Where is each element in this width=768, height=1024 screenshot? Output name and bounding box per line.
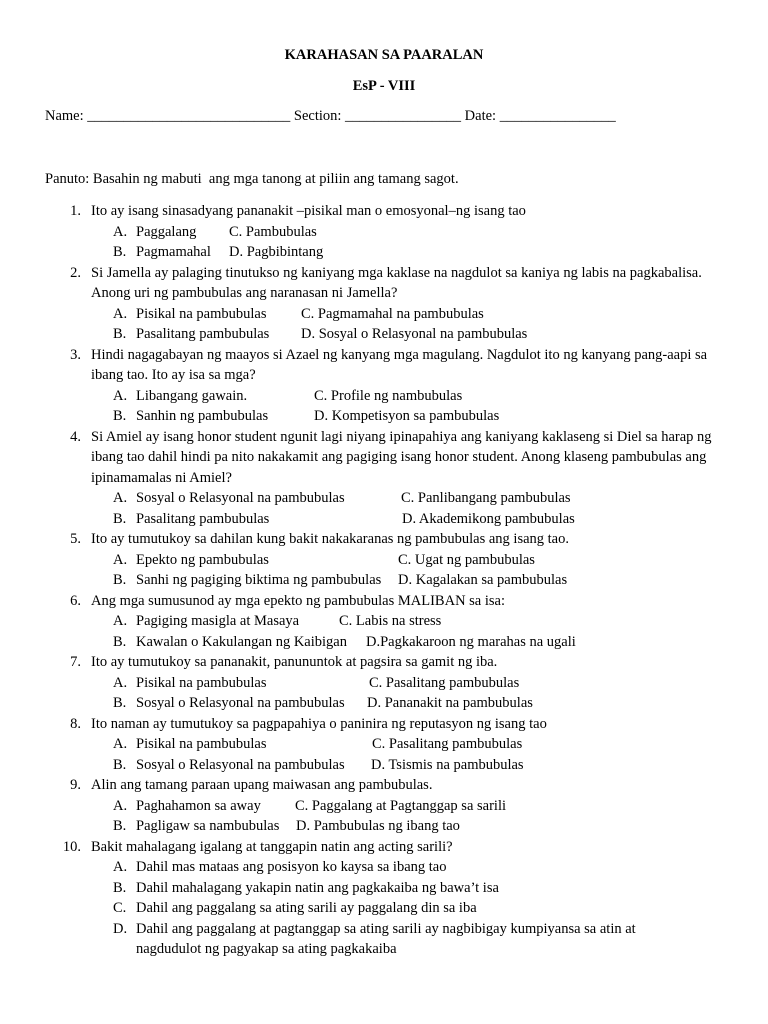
choice-row xyxy=(0,611,768,632)
question-text: Ito naman ay tumutukoy sa pagpapahiya o paninira ng reputasyon ng isang tao xyxy=(91,715,547,732)
question-text: Ito ay tumutukoy sa dahilan kung bakit nakakaranas ng pambubulas ang isang tao. xyxy=(91,531,569,547)
choice-row xyxy=(0,570,768,591)
choice-d: D. Kagalakan sa pambubulas xyxy=(398,572,568,588)
choice-letter: B. xyxy=(113,695,127,711)
question-item xyxy=(0,775,768,837)
question-number: 10. xyxy=(62,838,81,855)
question-number: 7. xyxy=(70,654,81,670)
choice-row xyxy=(0,386,768,407)
choice-letter: A. xyxy=(113,674,128,691)
choice-row xyxy=(0,816,768,837)
question-text: Si Amiel ay isang honor student ngunit lagi niyang ipinapahiya ang kaniyang kaklaseng si Diel sa harap ng ibang tao dahil hindi pa nito nakakamit ang pagiging isang honor student. Anong klaseng pambubulas ang ipinamamalas ni Amiel? xyxy=(91,428,712,486)
choice-b: Pasalitang pambubulas xyxy=(136,510,270,527)
choice-a: Epekto ng pambubulas xyxy=(136,551,269,568)
instruction-text: Panuto: Basahin ng mabuti ang mga tanong at piliin ang tamang sagot. xyxy=(45,171,459,187)
choice-b: Sosyal o Relasyonal na pambubulas xyxy=(136,695,345,711)
choice-row xyxy=(0,734,768,755)
choice-c: C. Labis na stress xyxy=(339,613,442,629)
choice-a: Pisikal na pambubulas xyxy=(136,736,267,752)
choice-letter: A. xyxy=(113,305,128,322)
question-text: Ito ay tumutukoy sa pananakit, panununtok at pagsira sa gamit ng iba. xyxy=(91,654,498,670)
choice-letter: B. xyxy=(113,756,127,773)
choice-c: C. Panlibangang pambubulas xyxy=(401,490,571,506)
question-item xyxy=(0,714,768,776)
question-text: Si Jamella ay palaging tinutukso ng kaniyang mga kaklase na nagdulot sa kaniya ng labis na pagkabalisa. Anong uri ng pambubulas ang naranasan ni Jamella? xyxy=(91,264,702,301)
choice-a: Pisikal na pambubulas xyxy=(136,674,267,691)
choice-letter: B. xyxy=(113,572,127,588)
choice-d: D. Tsismis na pambubulas xyxy=(371,756,524,773)
choice-row xyxy=(0,755,768,776)
choice-c: C. Pasalitang pambubulas xyxy=(369,674,520,691)
choice-b: Sanhin ng pambubulas xyxy=(136,408,269,424)
choice-row xyxy=(0,857,768,878)
choice-c: Dahil ang paggalang sa ating sarili ay paggalang din sa iba xyxy=(136,900,477,916)
choice-letter: A. xyxy=(113,613,128,629)
choice-d: D. Pananakit na pambubulas xyxy=(367,695,533,711)
choice-letter: B. xyxy=(113,818,127,834)
choice-b: Pagligaw sa nambubulas xyxy=(136,818,280,834)
choice-a: Libangang gawain. xyxy=(136,387,248,404)
choice-letter: A. xyxy=(113,551,128,568)
choice-letter: B. xyxy=(113,326,127,342)
choice-letter: B. xyxy=(113,244,127,260)
choice-d: D. Akademikong pambubulas xyxy=(402,510,575,527)
choice-letter: D. xyxy=(113,920,128,937)
question-number: 6. xyxy=(70,592,81,609)
choice-c: C. Pagmamahal na pambubulas xyxy=(301,305,484,322)
choice-d: D.Pagkakaroon ng marahas na ugali xyxy=(366,633,576,650)
choice-letter: A. xyxy=(113,223,128,240)
question-list xyxy=(0,201,768,960)
choice-d: Dahil ang paggalang at pagtanggap sa ating sarili ay nagbibigay kumpiyansa sa atin at nagdudulot ng pagyakap sa ating pagkakaiba xyxy=(136,920,636,957)
choice-letter: A. xyxy=(113,490,128,506)
question-text: Ang mga sumusunod ay mga epekto ng pambubulas MALIBAN sa isa: xyxy=(91,592,506,609)
question-number: 2. xyxy=(70,264,81,281)
choice-letter: B. xyxy=(113,510,127,527)
choice-row xyxy=(0,898,768,919)
document-title: KARAHASAN SA PAARALAN xyxy=(284,47,484,63)
choice-row xyxy=(0,222,768,243)
question-number: 8. xyxy=(70,715,81,732)
question-number: 9. xyxy=(70,777,81,793)
choice-row xyxy=(0,632,768,653)
choice-c: C. Ugat ng pambubulas xyxy=(398,551,535,568)
choice-row xyxy=(0,242,768,263)
choice-b: Pasalitang pambubulas xyxy=(136,326,270,342)
choice-b: Sanhi ng pagiging biktima ng pambubulas xyxy=(136,572,382,588)
question-text: Ito ay isang sinasadyang pananakit –pisikal man o emosyonal–ng isang tao xyxy=(91,203,526,219)
choice-d: D. Sosyal o Relasyonal na pambubulas xyxy=(301,326,528,342)
choice-row xyxy=(0,509,768,530)
document-subtitle: EsP - VIII xyxy=(352,78,416,94)
choice-row xyxy=(0,488,768,509)
choice-c: C. Pambubulas xyxy=(229,223,317,240)
choice-b: Sosyal o Relasyonal na pambubulas xyxy=(136,756,345,773)
choice-c: C. Profile ng nambubulas xyxy=(314,387,463,404)
choice-letter: A. xyxy=(113,859,128,875)
question-text: Alin ang tamang paraan upang maiwasan ang pambubulas. xyxy=(91,777,433,793)
choice-row xyxy=(0,796,768,817)
choice-letter: B. xyxy=(113,879,127,896)
choice-b: Dahil mahalagang yakapin natin ang pagkakaiba ng bawa’t isa xyxy=(136,879,499,896)
choice-d: D. Kompetisyon sa pambubulas xyxy=(314,408,500,424)
question-item xyxy=(0,263,768,345)
choice-c: C. Pasalitang pambubulas xyxy=(372,736,523,752)
choice-row xyxy=(0,878,768,899)
question-number: 3. xyxy=(70,346,81,363)
choice-row xyxy=(0,673,768,694)
choice-letter: C. xyxy=(113,900,127,916)
choice-c: C. Paggalang at Pagtanggap sa sarili xyxy=(295,797,507,814)
name-section-date-line: Name: ____________________________ Section: ________________ Date: ________________ xyxy=(45,108,616,124)
choice-row xyxy=(0,324,768,345)
choice-row xyxy=(0,406,768,427)
question-item xyxy=(0,837,768,960)
choice-row xyxy=(0,304,768,325)
choice-b: Kawalan o Kakulangan ng Kaibigan xyxy=(136,633,347,650)
question-item xyxy=(0,345,768,427)
choice-letter: A. xyxy=(113,387,128,404)
choice-d: D. Pagbibintang xyxy=(229,244,324,260)
choice-row xyxy=(0,550,768,571)
question-text: Bakit mahalagang igalang at tanggapin natin ang acting sarili? xyxy=(91,838,453,855)
question-item xyxy=(0,201,768,263)
question-number: 5. xyxy=(70,531,81,547)
question-number: 4. xyxy=(70,428,81,445)
choice-letter: A. xyxy=(113,797,128,814)
choice-row xyxy=(0,693,768,714)
question-item xyxy=(0,652,768,714)
choice-letter: B. xyxy=(113,633,127,650)
choice-b: Pagmamahal xyxy=(136,244,211,260)
question-item xyxy=(0,529,768,591)
choice-a: Pisikal na pambubulas xyxy=(136,305,267,322)
question-number: 1. xyxy=(70,203,81,219)
choice-a: Paggalang xyxy=(136,223,197,240)
choice-a: Pagiging masigla at Masaya xyxy=(136,613,300,629)
question-item xyxy=(0,591,768,653)
choice-letter: B. xyxy=(113,408,127,424)
choice-a: Dahil mas mataas ang posisyon ko kaysa sa ibang tao xyxy=(136,859,447,875)
question-text: Hindi nagagabayan ng maayos si Azael ng kanyang mga magulang. Nagdulot ito ng kanyang pang-aapi sa ibang tao. Ito ay isa sa mga? xyxy=(91,346,708,383)
choice-d: D. Pambubulas ng ibang tao xyxy=(296,818,460,834)
choice-letter: A. xyxy=(113,736,128,752)
question-item xyxy=(0,427,768,530)
choice-a: Sosyal o Relasyonal na pambubulas xyxy=(136,490,345,506)
choice-a: Paghahamon sa away xyxy=(136,797,261,814)
choice-row xyxy=(0,919,768,960)
